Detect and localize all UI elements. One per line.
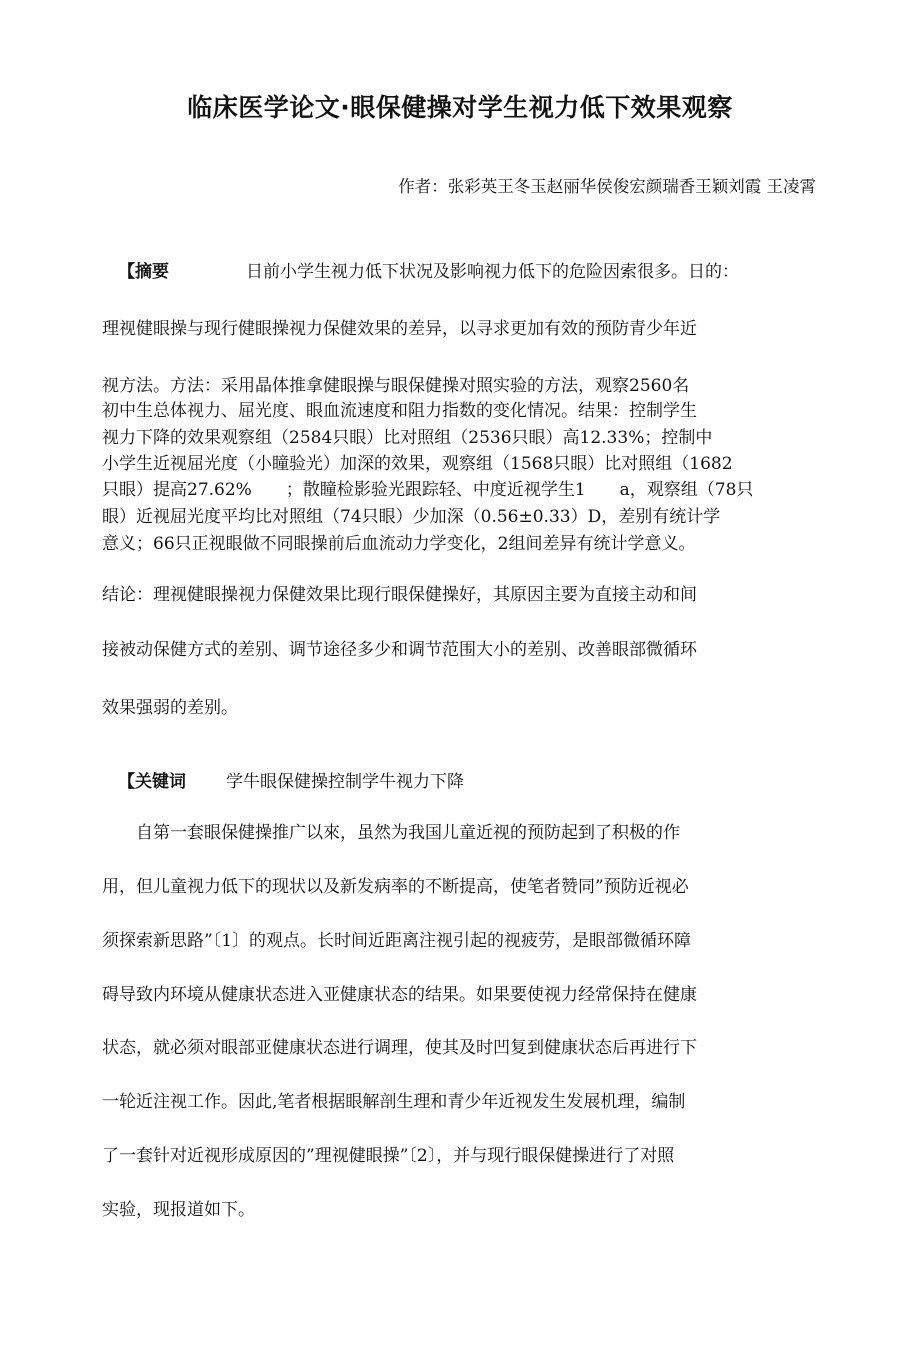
abstract-line: 结论：理视健眼操视力保健效果比现行眼保健操好，其原因主要为直接主动和间: [102, 585, 697, 605]
body-line: 自第一套眼保健操推广以來，虽然为我国儿童近视的预防起到了积极的作: [102, 823, 680, 843]
abstract-line: 眼）近视屈光度平均比对照组（74只眼）少加深（0.56±0.33）D，差别有统计学: [102, 507, 721, 527]
abstract-line: 小学生近视屈光度（小瞳验光）加深的效果，观察组（1568只眼）比对照组（1682: [102, 454, 733, 474]
abstract-line-1: 日前小学生视力低下状况及影响视力低下的危险因索很多。日的：: [246, 262, 739, 282]
abstract-line: 视方法。方法：采用晶体推拿健眼操与眼保健操对照实验的方法，观察2560名: [102, 376, 690, 396]
abstract-line: 视力下降的效果观察组（2584只眼）比对照组（2536只眼）高12.33%；控制中: [102, 428, 713, 448]
abstract-line: 初中生总体视力、屈光度、眼血流速度和阻力指数的变化情况。结果：控制学生: [102, 401, 697, 421]
abstract-line: 意义；66只正视眼做不同眼操前后血流动力学变化，2组间差异有统计学意义。: [102, 534, 696, 554]
body-line: 碍导致内环境从健康状态进入亚健康状态的结果。如果要使视力经常保持在健康: [102, 985, 697, 1005]
keywords-text: 学牛眼保健操控制学牛视力下降: [226, 772, 464, 792]
abstract-line: 理视健眼操与现行健眼操视力保健效果的差异，以寻求更加有效的预防青少年近: [102, 319, 697, 339]
abstract-line: 只眼）提高27.62% ；散瞳检影验光跟踪轻、中度近视学生1 a，观察组（78只: [102, 480, 754, 500]
abstract-line: 接被动保健方式的差别、调节途径多少和调节范围大小的差别、改善眼部微循环: [102, 640, 697, 660]
body-line: 状态，就必须对眼部亚健康状态进行调理，使其及时凹复到健康状态后再进行下: [102, 1038, 697, 1058]
body-line: 了一套针对近视形成原因的”理视健眼操”〔2〕，并与现行眼保健操进行了对照: [102, 1146, 675, 1166]
page-title: 临床医学论文·眼保健操对学生视力低下效果观察: [187, 93, 733, 122]
body-line: 实验，现报道如下。: [102, 1200, 255, 1220]
body-line: 须探索新思路”〔1〕的观点。长时间近距离注视引起的视疲劳，是眼部微循环障: [102, 931, 692, 951]
body-line: 一轮近注视工作。因此,笔者根据眼解剖生理和青少年近视发生发展机理，编制: [102, 1092, 686, 1112]
author-line: 作者：张彩英王冬玉赵丽华侯俊宏颜瑞香王颖刘霞 王凌霄: [398, 177, 816, 196]
body-line: 用，但儿童视力低下的现状以及新发病率的不断提高，使笔者赞同”预防近视必: [102, 877, 689, 897]
keywords-label: 【关键词: [118, 772, 186, 792]
abstract-line: 效果强弱的差别。: [102, 698, 238, 718]
abstract-label: 【摘要: [118, 262, 169, 282]
